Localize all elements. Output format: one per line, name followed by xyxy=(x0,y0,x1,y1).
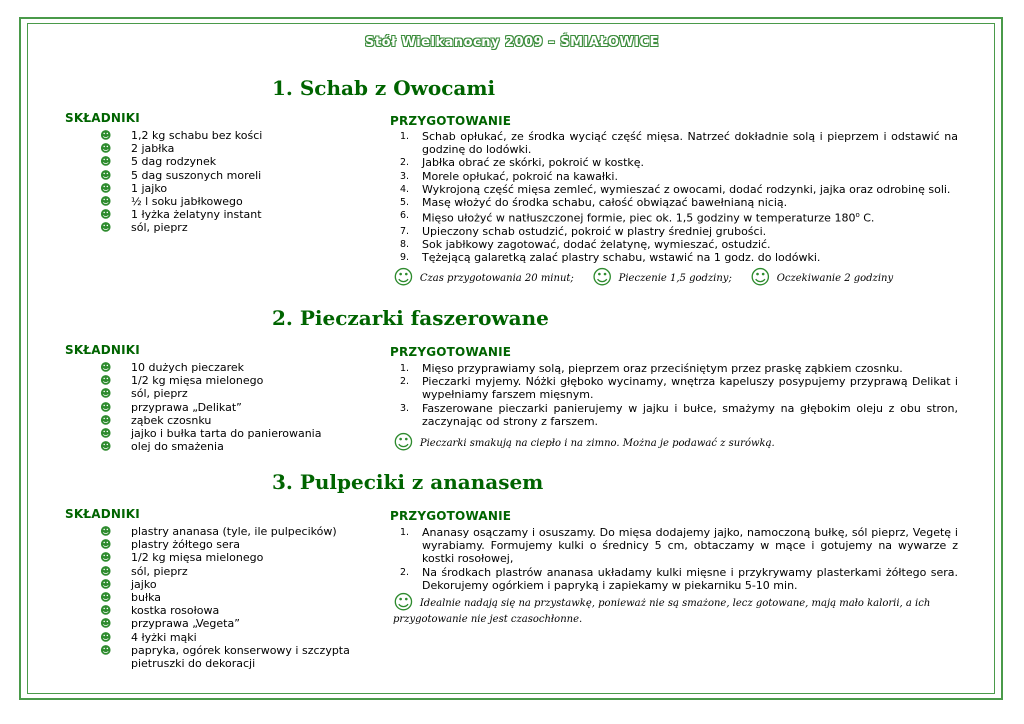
smiley-solid-icon: ☻ xyxy=(100,387,112,401)
step-item xyxy=(390,209,958,225)
ingredient-text: 1/2 kg mięsa mielonego xyxy=(131,551,264,565)
recipe-2-title: 2. Pieczarki faszerowane xyxy=(272,306,549,330)
recipe-2-preparation-heading: PRZYGOTOWANIE xyxy=(390,345,512,359)
step-number: 5. xyxy=(400,197,410,209)
step-text: Sok jabłkowy zagotować, dodać żelatynę, wymieszać, ostudzić. xyxy=(422,238,771,252)
step-number: 6. xyxy=(400,210,410,222)
smiley-outline-icon: ☺ xyxy=(393,430,414,454)
ingredient-text: przyprawa „Delikat” xyxy=(131,400,242,414)
smiley-outline-icon: ☺ xyxy=(393,590,414,614)
ingredient-item xyxy=(100,578,360,591)
ingredient-text: sól, pieprz xyxy=(131,564,188,578)
ingredient-item xyxy=(100,591,360,604)
recipe-1-title: 1. Schab z Owocami xyxy=(272,76,496,100)
recipe-1-timing-notes xyxy=(393,265,893,289)
ingredient-text: papryka, ogórek konserwowy i szczypta pietruszki do dekoracji xyxy=(131,643,350,671)
ingredient-text: 1 łyżka żelatyny instant xyxy=(131,208,262,222)
ingredient-item xyxy=(100,414,360,427)
smiley-solid-icon: ☻ xyxy=(100,374,112,388)
step-item xyxy=(390,375,958,401)
ingredient-item xyxy=(100,401,360,414)
step-number: 2. xyxy=(400,566,410,578)
recipe-2-note-text: Pieczarki smakują na ciepło i na zimno. Można je podawać z surówką. xyxy=(419,438,775,449)
ingredient-item xyxy=(100,538,360,551)
recipe-1-ingredients-heading: SKŁADNIKI xyxy=(65,111,140,125)
ingredient-item xyxy=(100,361,360,374)
ingredient-text: 1,2 kg schabu bez kości xyxy=(131,129,263,142)
step-text: Tężejącą galaretką zalać plastry schabu, wstawić na 1 godz. do lodówki. xyxy=(422,251,821,265)
step-item xyxy=(390,156,958,169)
recipe-3-preparation-heading: PRZYGOTOWANIE xyxy=(390,509,512,523)
step-number: 9. xyxy=(400,252,410,264)
step-number: 3. xyxy=(400,402,410,414)
smiley-solid-icon: ☻ xyxy=(100,155,112,169)
note-baking-time: Pieczenie 1,5 godziny; xyxy=(618,273,732,284)
ingredient-item xyxy=(100,427,360,440)
ingredient-text: 1/2 kg mięsa mielonego xyxy=(131,374,264,388)
temperature-unit: C. xyxy=(859,211,875,225)
ingredient-text: bułka xyxy=(131,591,161,605)
step-text: Na środkach plastrów ananasa układamy kulki mięsne i przykrywamy plasterkami żółtego sera. Dekorujemy ogórkiem i papryką i zapiekamy w piekarniku 5-10 min. xyxy=(422,565,958,592)
step-number: 2. xyxy=(400,157,410,169)
smiley-solid-icon: ☻ xyxy=(100,551,112,565)
ingredient-item xyxy=(100,169,360,182)
recipe-3-note-text: Idealnie nadają się na przystawkę, ponieważ nie są smażone, lecz gotowane, mają mało kalorii, a ich przygotowanie nie jest czasochłonne. xyxy=(393,598,931,625)
ingredient-item xyxy=(100,631,360,644)
ingredient-item xyxy=(100,195,360,208)
degree-sup: o xyxy=(855,211,860,220)
recipe-3-ingredients-list xyxy=(100,525,360,670)
step-item xyxy=(390,362,958,375)
ingredient-text: przyprawa „Vegeta” xyxy=(131,617,240,631)
smiley-solid-icon: ☻ xyxy=(100,440,112,454)
smiley-solid-icon: ☻ xyxy=(100,221,112,235)
ingredient-text: olej do smażenia xyxy=(131,440,224,454)
step-item xyxy=(390,566,958,592)
ingredient-item xyxy=(100,551,360,564)
smiley-solid-icon: ☻ xyxy=(100,168,112,182)
step-item xyxy=(390,170,958,183)
ingredient-item xyxy=(100,221,360,234)
smiley-solid-icon: ☻ xyxy=(100,129,112,142)
smiley-solid-icon: ☻ xyxy=(100,413,112,427)
smiley-solid-icon: ☻ xyxy=(100,525,112,538)
recipe-3-steps-list xyxy=(390,526,958,592)
ingredient-text: 2 jabłka xyxy=(131,142,175,156)
step-number: 1. xyxy=(400,131,410,142)
ingredient-text: 4 łyżki mąki xyxy=(131,630,197,644)
note-prep-time: Czas przygotowania 20 minut; xyxy=(419,273,574,284)
ingredient-text: plastry ananasa (tyle, ile pulpecików) xyxy=(131,525,337,538)
step-item xyxy=(390,238,958,251)
ingredient-text: 1 jajko xyxy=(131,181,168,195)
smiley-solid-icon: ☻ xyxy=(100,604,112,618)
smiley-solid-icon: ☻ xyxy=(100,208,112,222)
step-text: Pieczarki myjemy. Nóżki głęboko wycinamy, wnętrza kapeluszy posypujemy przyprawą Delikat i wypełniamy farszem mięsnym. xyxy=(422,375,958,402)
ingredient-text: jajko xyxy=(131,577,157,591)
ingredient-item xyxy=(100,604,360,617)
step-text: Wykrojoną część mięsa zemleć, wymieszać z owocami, dodać rodzynki, jajka oraz odrobinę soli. xyxy=(422,182,951,196)
smiley-outline-icon: ☺ xyxy=(591,265,613,289)
step-number: 4. xyxy=(400,183,410,195)
step-number: 1. xyxy=(400,363,410,374)
smiley-solid-icon: ☻ xyxy=(100,538,112,552)
ingredient-text: 5 dag rodzynek xyxy=(131,155,217,169)
smiley-outline-icon: ☺ xyxy=(393,265,414,289)
step-number: 2. xyxy=(400,376,410,388)
recipe-2-ingredients-list xyxy=(100,361,360,453)
recipe-1-preparation-heading: PRZYGOTOWANIE xyxy=(390,114,512,128)
smiley-solid-icon: ☻ xyxy=(100,400,112,414)
ingredient-text: jajko i bułka tarta do panierowania xyxy=(131,427,322,441)
step-text: Mięso ułożyć w natłuszczonej formie, piec ok. 1,5 godziny w temperaturze 180 xyxy=(422,211,856,225)
step-number: 3. xyxy=(400,170,410,182)
step-text: Faszerowane pieczarki panierujemy w jajku i bułce, smażymy na głębokim oleju z obu stron, zaczynając od strony z farszem. xyxy=(422,401,958,428)
smiley-solid-icon: ☻ xyxy=(100,361,112,374)
step-item xyxy=(390,196,958,209)
ingredient-text: ½ l soku jabłkowego xyxy=(131,195,243,209)
step-number: 1. xyxy=(400,527,410,538)
ingredient-item xyxy=(100,387,360,400)
ingredient-item xyxy=(100,208,360,221)
step-text: Jabłka obrać ze skórki, pokroić w kostkę. xyxy=(422,156,645,170)
smiley-solid-icon: ☻ xyxy=(100,195,112,209)
step-number: 7. xyxy=(400,226,410,238)
smiley-solid-icon: ☻ xyxy=(100,577,112,591)
step-text: Masę włożyć do środka schabu, całość obwiązać bawełnianą nicią. xyxy=(422,196,788,210)
recipe-2-ingredients-heading: SKŁADNIKI xyxy=(65,343,140,357)
ingredient-text: 5 dag suszonych moreli xyxy=(131,168,262,182)
step-number: 8. xyxy=(400,239,410,251)
smiley-solid-icon: ☻ xyxy=(100,181,112,195)
ingredient-text: sól, pieprz xyxy=(131,387,188,401)
smiley-solid-icon: ☻ xyxy=(100,591,112,605)
smiley-solid-icon: ☻ xyxy=(100,630,112,644)
ingredient-item xyxy=(100,617,360,630)
ingredient-item xyxy=(100,440,360,453)
ingredient-text: kostka rosołowa xyxy=(131,604,220,618)
smiley-solid-icon: ☻ xyxy=(100,142,112,156)
ingredient-item xyxy=(100,374,360,387)
smiley-solid-icon: ☻ xyxy=(100,427,112,441)
ingredient-item xyxy=(100,565,360,578)
recipe-1-steps-list xyxy=(390,130,958,265)
ingredient-item xyxy=(100,182,360,195)
ingredient-item xyxy=(100,129,360,142)
step-text: Mięso przyprawiamy solą, pieprzem oraz przeciśniętym przez praskę ząbkiem czosnku. xyxy=(422,362,903,375)
recipe-3-title: 3. Pulpeciki z ananasem xyxy=(272,470,544,494)
step-text: Ananasy osączamy i osuszamy. Do mięsa dodajemy jajko, namoczoną bułkę, sól pieprz, Vegetę i wyrabiamy. Formujemy kulki o średnicy 5 cm, obtaczamy w mące i gotujemy na wywarze z kostki rosołowej, xyxy=(422,526,958,566)
ingredient-text: sól, pieprz xyxy=(131,221,188,235)
step-text: Schab opłukać, ze środka wyciąć część mięsa. Natrzeć dokładnie solą i pieprzem i odstawić na godzinę do lodówki. xyxy=(422,130,958,157)
step-item xyxy=(390,526,958,566)
note-waiting-time: Oczekiwanie 2 godziny xyxy=(776,273,894,284)
ingredient-text: plastry żółtego sera xyxy=(131,538,241,552)
step-item xyxy=(390,130,958,156)
step-text: Morele opłukać, pokroić na kawałki. xyxy=(422,169,618,183)
step-item xyxy=(390,183,958,196)
smiley-solid-icon: ☻ xyxy=(100,617,112,631)
ingredient-item xyxy=(100,525,360,538)
ingredient-item xyxy=(100,155,360,168)
step-item xyxy=(390,402,958,428)
smiley-outline-icon: ☺ xyxy=(749,265,771,289)
recipe-3-ingredients-heading: SKŁADNIKI xyxy=(65,507,140,521)
ingredient-item xyxy=(100,142,360,155)
step-item xyxy=(390,251,958,264)
recipe-2-note xyxy=(393,430,775,454)
page-header-title: Stół Wielkanocny 2009 – ŚMIAŁOWICE xyxy=(365,35,659,50)
step-text: Upieczony schab ostudzić, pokroić w plastry średniej grubości. xyxy=(422,225,767,239)
ingredient-item xyxy=(100,644,360,670)
smiley-solid-icon: ☻ xyxy=(100,643,112,657)
recipe-2-steps-list xyxy=(390,362,958,428)
ingredient-text: ząbek czosnku xyxy=(131,413,212,427)
recipe-1-ingredients-list xyxy=(100,129,360,235)
recipe-3-note xyxy=(393,590,953,628)
ingredient-text: 10 dużych pieczarek xyxy=(131,361,245,374)
smiley-solid-icon: ☻ xyxy=(100,564,112,578)
step-item xyxy=(390,225,958,238)
